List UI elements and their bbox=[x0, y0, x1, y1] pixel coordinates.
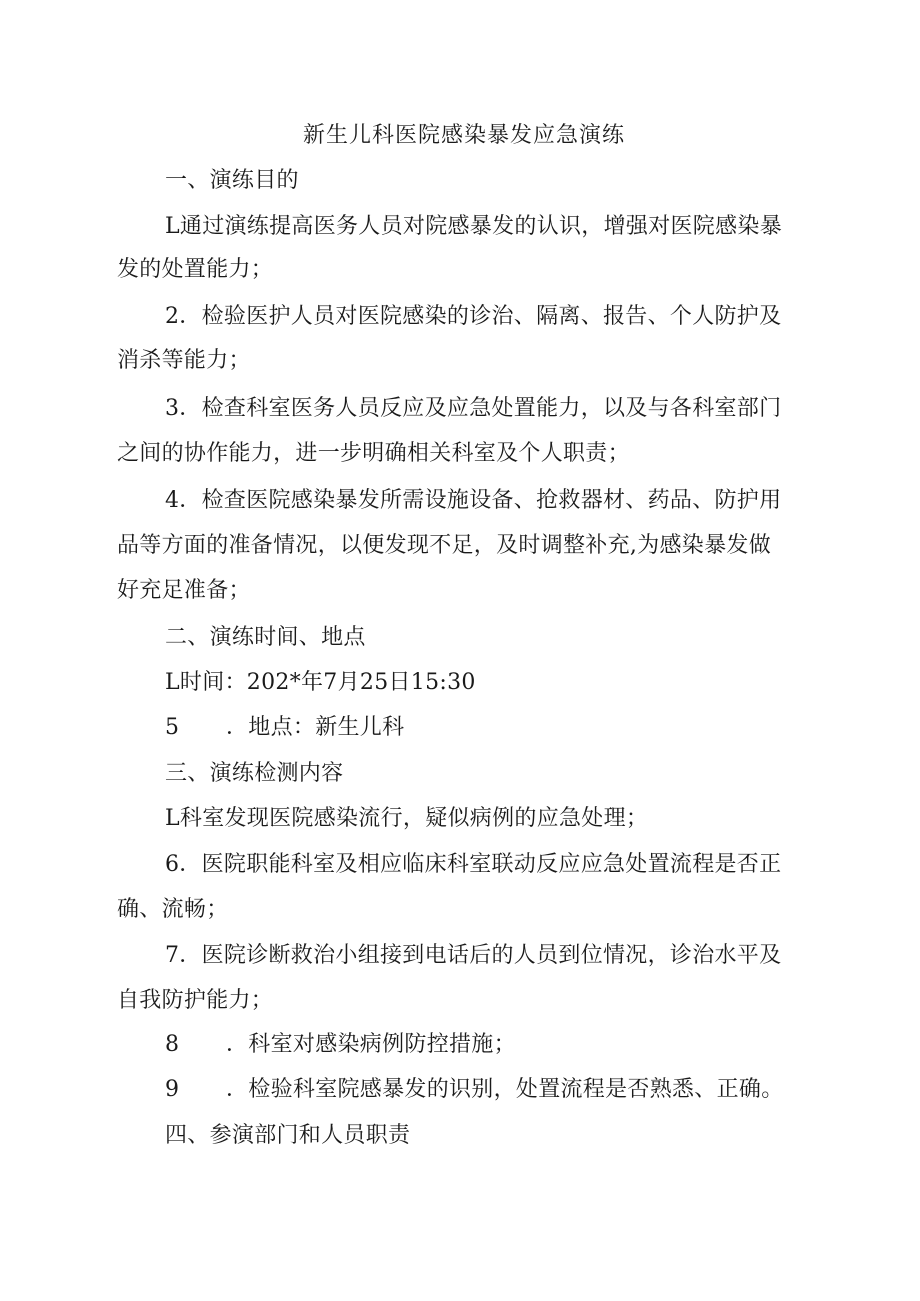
content-item-2-line-1: 6．医院职能科室及相应临床科室联动反应应急处置流程是否正 bbox=[165, 852, 782, 877]
content-item-5-number: 9 bbox=[165, 1077, 180, 1102]
content-item-4-number: 8 bbox=[165, 1032, 180, 1057]
page-title: 新生儿科医院感染暴发应急演练 bbox=[303, 123, 626, 148]
section-heading-content: 三、演练检测内容 bbox=[165, 761, 344, 786]
section-heading-departments: 四、参演部门和人员职责 bbox=[165, 1123, 411, 1148]
purpose-item-1-line-2: 发的处置能力； bbox=[117, 257, 274, 282]
time-item: L时间：202*年7月25日15:30 bbox=[165, 670, 476, 695]
content-item-3-line-2: 自我防护能力； bbox=[117, 988, 274, 1013]
content-item-5-text: ．检验科室院感暴发的识别，处置流程是否熟悉、正确。 bbox=[226, 1077, 784, 1102]
purpose-item-3-line-1: 3．检查科室医务人员反应及应急处置能力，以及与各科室部门 bbox=[165, 396, 782, 421]
content-item-1: L科室发现医院感染流行，疑似病例的应急处理； bbox=[165, 806, 649, 831]
purpose-item-4-line-1: 4．检查医院感染暴发所需设施设备、抢救器材、药品、防护用 bbox=[165, 488, 782, 513]
purpose-item-4-line-2: 品等方面的准备情况，以便发现不足，及时调整补充,为感染暴发做 bbox=[117, 533, 771, 558]
content-item-4-text: ．科室对感染病例防控措施； bbox=[226, 1032, 516, 1057]
place-item-number: 5 bbox=[165, 715, 180, 740]
purpose-item-1-line-1: L通过演练提高医务人员对院感暴发的认识，增强对医院感染暴 bbox=[165, 214, 783, 239]
purpose-item-2-line-2: 消杀等能力； bbox=[117, 348, 251, 373]
section-heading-purpose: 一、演练目的 bbox=[165, 168, 299, 193]
place-item-text: ．地点：新生儿科 bbox=[226, 715, 405, 740]
content-item-3-line-1: 7．医院诊断救治小组接到电话后的人员到位情况，诊治水平及 bbox=[165, 943, 782, 968]
purpose-item-3-line-2: 之间的协作能力，进一步明确相关科室及个人职责； bbox=[117, 441, 630, 466]
purpose-item-2-line-1: 2．检验医护人员对医院感染的诊治、隔离、报告、个人防护及 bbox=[165, 304, 782, 329]
content-item-2-line-2: 确、流畅； bbox=[117, 897, 229, 922]
section-heading-time-place: 二、演练时间、地点 bbox=[165, 625, 366, 650]
purpose-item-4-line-3: 好充足准备； bbox=[117, 578, 251, 603]
